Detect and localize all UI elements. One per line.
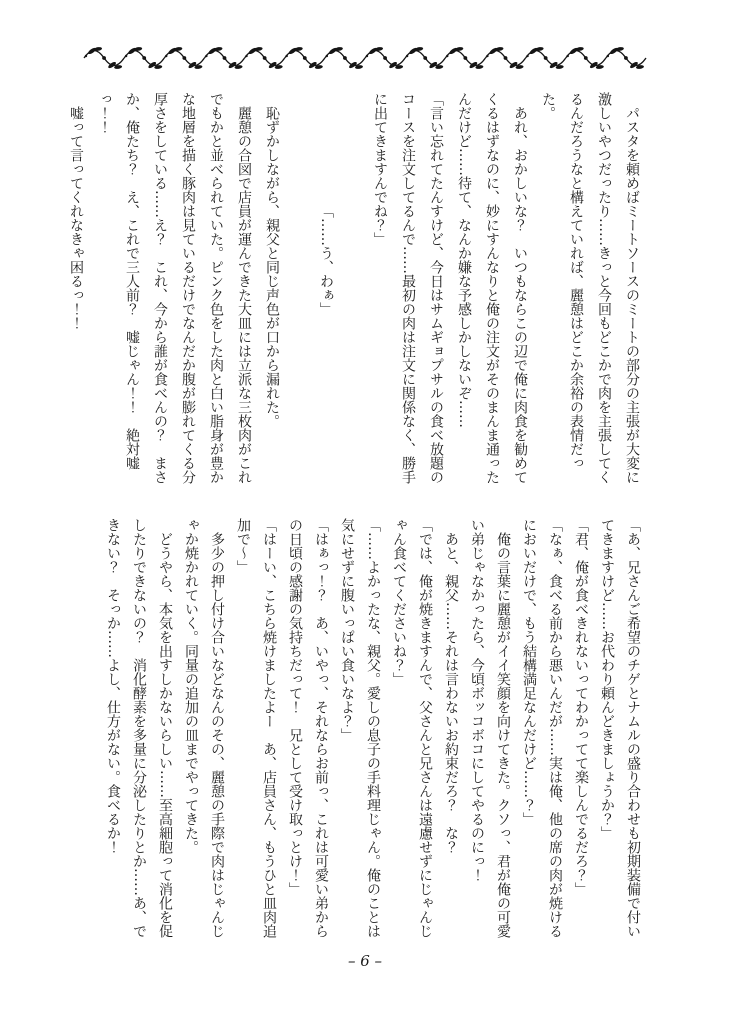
paragraph: 俺の言葉に麗憩がイイ笑顔を向けてきた。クソっ、君が俺の可愛い弟じゃなかったら、今頃ボッコボコにしてやるのにっ！ — [469, 518, 511, 938]
paragraph: あれ、おかしいな？ いつもならこの辺で俺に肉食を勧めてくるはずなのに、妙にすんなりと俺の注文がそのまんま通ったんだけど……待て、なんか嫌な予感しかしないぞ…… — [456, 92, 528, 484]
lower-text-block — [84, 518, 646, 944]
paragraph: 「では、俺が焼きますんで、父さんと兄さんは遠慮せずにじゃんじゃん食べてくださいね？」 — [391, 518, 433, 938]
paragraph: 「君、俺が食べきれないってわかってて楽しんでるだろ？」 — [573, 518, 589, 896]
paragraph: どうやら、本気を出すしかないらしい……至高細胞って消化を促したりできないの？ 消化酵素を多量に分泌したりとか……あ、できない？ そっか……よし、仕方がない。食べるか！ — [105, 518, 173, 938]
page-number: – 6 – — [347, 952, 383, 970]
vine-border-ornament — [84, 44, 646, 72]
paragraph: 「言い忘れてたんすけど、今日はサムギョプサルの食べ放題のコースを注文してるんで……最初の肉は注文に関係なく、勝手に出てきますんでね？」 — [372, 92, 444, 484]
upper-text-block — [68, 92, 646, 490]
paragraph: あと、親父……それは言わないお約束だろ？ な？ — [443, 518, 459, 854]
vine-border-icon — [84, 44, 646, 72]
paragraph: 「……よかったな、親父。愛しの息子の手料理じゃん。俺のことは気にせずに腹いっぱい食いなよ？」 — [339, 518, 381, 938]
paragraph: 「はぁっ！？ あ、いやっ、それならお前っ、これは可愛い弟からの日頃の感謝の気持ちだって！ 兄として受け取っとけ！」 — [287, 518, 329, 938]
paragraph: 多少の押し付け合いなどなんのその、麗憩の手際で肉はじゃんじゃか焼かれていく。同量の追加の皿までやってきた。 — [183, 518, 225, 938]
paragraph: 「はーい、こちら焼けましたよー あ、店員さん、もうひと皿肉追加で〜」 — [235, 518, 277, 938]
paragraph: 「あ、兄さんご希望のチゲとナムルの盛り合わせも初期装備で付いてきますけど……お代わり頼んどきましょうか？」 — [599, 518, 641, 938]
paragraph: パスタを頼めばミートソースのミートの部分の主張が大変に激しいやつだったり……きっと今回もどこかで肉を主張してくるんだろうなと構えていれば、麗憩はどこか余裕の表情だった。 — [540, 92, 640, 484]
paragraph: 嘘って言ってくれなきゃ困るっ！！ — [68, 92, 84, 330]
paragraph: 「なぁ、食べる前から悪いんだが……実は俺、他の席の肉が焼けるにおいだけで、もう結構満足なんだけど……？」 — [521, 518, 563, 938]
paragraph: 恥ずかしながら、親父と同じ声色が口から漏れた。 — [264, 92, 280, 428]
paragraph: 麗憩の合図で店員が運んできた大皿には立派な三枚肉がこれでもかと並べられていた。ピンク色をした肉と白い脂身が豊かな地層を描く豚肉は見ているだけでなんだか腹が膨れてくる分厚さをしている……え？ これ、今から誰が食べんの？ まさか、俺たち？ え、これで三人前？ 嘘じゃん！！ 絶対嘘っ！！ — [96, 92, 252, 484]
paragraph-quote: 「……う、わぁ」 — [318, 204, 334, 316]
